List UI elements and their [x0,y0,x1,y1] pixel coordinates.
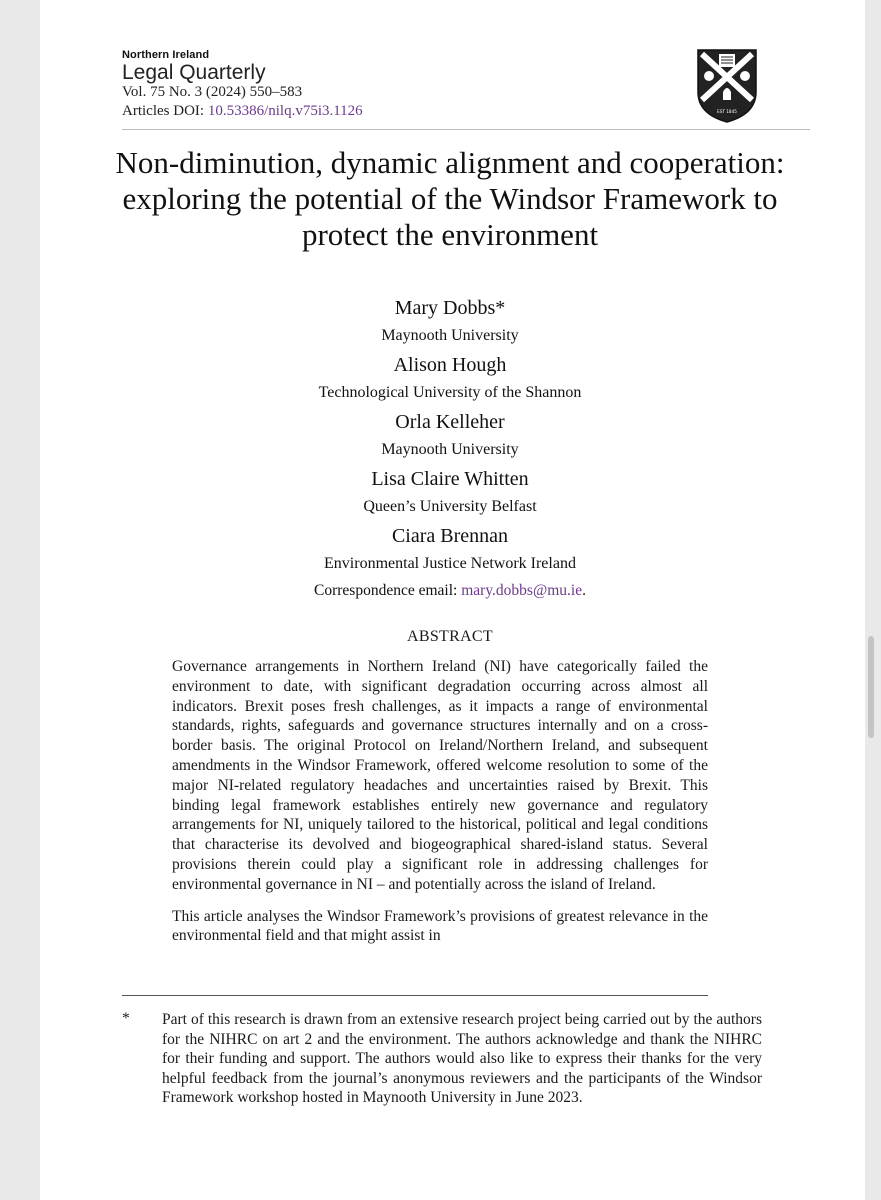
abstract-paragraph: Governance arrangements in Northern Ireland (NI) have categorically failed the environment to date, with significant degradation occurring across almost all indicators. Brexit poses fresh challenges, as it impacts a range of environmental standards, rights, safeguards and governance structures internally and on a cross-border basis. The original Protocol on Ireland/Northern Ireland, and subsequent amendments in the Windsor Framework, offered welcome resolution to some of the major NI-related regulatory headaches and uncertainties raised by Brexit. This binding legal framework establishes entirely new governance and regulatory arrangements for NI, uniquely tailored to the historical, political and legal conditions that characterise its devolved and biogeographical shared-island status. Several provisions therein could play a significant role in addressing challenges for environmental governance in NI – and potentially across the island of Ireland. [172,658,708,893]
doi-label: Articles DOI: [122,103,205,119]
journal-name: Legal Quarterly [122,61,266,84]
footnote [122,1010,762,1108]
university-crest-logo [696,48,758,124]
abstract-paragraph: This article analyses the Windsor Framework’s provisions of greatest relevance in the environmental field and that might assist in [172,907,708,945]
footnote-rule [122,995,708,996]
journal-doi [122,102,363,121]
journal-page [40,0,865,1200]
doi-link[interactable]: 10.53386/nilq.v75i3.1126 [207,103,363,119]
header-rule [122,129,810,130]
correspondence-email-link[interactable]: mary.dobbs@mu.ie [461,582,583,599]
author-affiliation: Queen’s University Belfast [363,498,537,515]
author-name: Mary Dobbs* [394,297,506,319]
author-affiliation: Maynooth University [381,327,519,344]
journal-volume: Vol. 75 No. 3 (2024) 550–583 [122,84,303,100]
article-title: Non-diminution, dynamic alignment and cooperation: exploring the potential of the Windsor Framework to protect the environment [115,145,785,252]
journal-masthead [122,49,363,121]
author-name: Ciara Brennan [391,525,509,547]
author-name: Orla Kelleher [395,411,505,433]
abstract-body [172,657,708,958]
correspondence-period: . [582,582,586,599]
author-list [100,296,800,601]
correspondence-label: Correspondence email: [314,582,458,599]
correspondence-line [100,581,800,601]
author-affiliation: Technological University of the Shannon [318,384,582,401]
author-affiliation: Environmental Justice Network Ireland [324,555,576,572]
author-affiliation: Maynooth University [381,441,519,458]
crest-est-text: EST 1845 [717,109,737,114]
abstract-heading: ABSTRACT [407,628,493,645]
vertical-scrollbar[interactable] [868,636,874,738]
author-name: Lisa Claire Whitten [371,468,529,490]
footnote-text: Part of this research is drawn from an extensive research project being carried out by the authors for the NIHRC on art 2 and the environment. The authors acknowledge and thank the NIHRC for their funding and support. The authors would also like to express their thanks for the very helpful feedback from the journal’s anonymous reviewers and the participants of the Windsor Framework workshop hosted in Maynooth University in June 2023. [162,1011,762,1106]
journal-region: Northern Ireland [122,49,210,61]
author-name: Alison Hough [393,354,507,376]
footnote-mark: * [122,1010,130,1027]
